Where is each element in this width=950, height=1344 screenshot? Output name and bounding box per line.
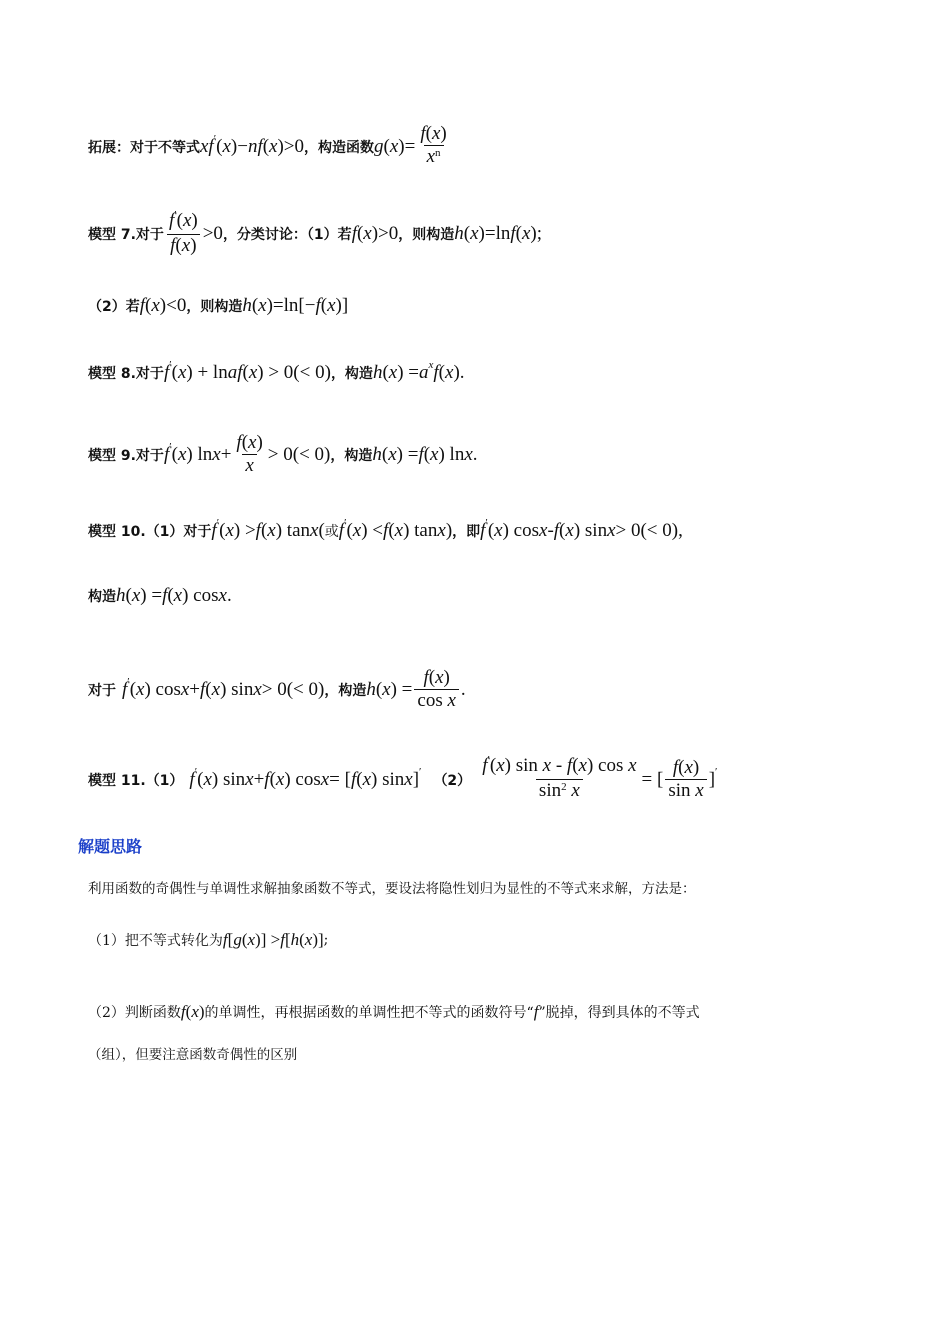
model10-construct-h1: h ( x ) = f ( x ) cos x . bbox=[116, 585, 232, 606]
solving-step2-b: 的单调性，再根据函数的单调性把不等式的函数符号“ bbox=[204, 1005, 534, 1021]
model10-or: 或 bbox=[324, 524, 339, 540]
extension-construct-g: g ( x )= $\frac{f(x)}{x^n}$ bbox=[374, 123, 452, 170]
solving-step2-a: （2）判断函数 bbox=[88, 1005, 181, 1021]
extension-label: 拓展：对于不等式 bbox=[88, 139, 200, 156]
model10-part2-line bbox=[88, 667, 890, 712]
model8-mid: ，构造 bbox=[330, 366, 373, 382]
solving-step2-c: ”脱掉，得到具体的不等式 bbox=[538, 1005, 700, 1021]
extension-mid: ，构造函数 bbox=[304, 139, 375, 156]
model9-line bbox=[88, 432, 890, 477]
model8-construct-h: h ( x ) = a x f ( x ). bbox=[372, 359, 465, 383]
model10-construct-h2: h ( x ) = $\frac{f(x)}{\text{cos x}}$ . bbox=[366, 667, 466, 711]
model10-mid2: ，构造 bbox=[324, 682, 367, 699]
model7-case1: f ( x )>0 bbox=[351, 222, 399, 244]
model11-label: 模型 11.（1） bbox=[88, 772, 184, 789]
model10-line bbox=[88, 517, 890, 542]
extension-inequality: xf ′ ( x )− nf ( x )>0 bbox=[200, 132, 305, 157]
solving-step1-line bbox=[88, 930, 890, 950]
model11-line bbox=[88, 755, 890, 804]
model8-condition: f ′ ( x ) + ln af ( x ) > 0(< 0) bbox=[163, 359, 331, 383]
model7-then: ，则构造 bbox=[398, 226, 455, 243]
solving-step2-f: f bbox=[533, 1002, 539, 1021]
model9-condition: f ′ ( x ) ln x + $\frac{f(x)}{x}$ > 0(< 0) bbox=[163, 432, 331, 476]
model7-case2-line bbox=[88, 295, 890, 317]
solving-intro: 利用函数的奇偶性与单调性求解抽象函数不等式，要设法将隐性划归为显性的不等式来求解，方法是： bbox=[88, 881, 696, 897]
model7-then2: ，则构造 bbox=[186, 299, 243, 315]
solving-step2-line bbox=[88, 1002, 890, 1022]
model10-condition-a: f ′ ( x ) > f ( x ) tan x ( bbox=[211, 517, 325, 541]
model7-construct-h2: h ( x )=ln[− f ( x )] bbox=[242, 295, 349, 316]
model10-condition-b: f ′ ( x ) < f ( x ) tan x ) bbox=[338, 517, 453, 541]
model9-mid: ，构造 bbox=[330, 447, 373, 464]
model10-condition2: f ′ ( x ) cos x + f ( x ) sin x > 0(< 0) bbox=[122, 675, 325, 700]
model8-label: 模型 8.对于 bbox=[88, 366, 164, 382]
model7-condition: $\frac{f'(x)}{f(x)}$ >0 bbox=[168, 209, 223, 256]
solving-step1-inequality: f [ g ( x )] > f [ h ( x )] bbox=[222, 930, 324, 949]
model11-part2-label: （2） bbox=[433, 772, 472, 789]
solving-step2-d: （组），但要注意函数奇偶性的区别 bbox=[88, 1047, 298, 1063]
model7-line bbox=[88, 210, 890, 257]
extension-line bbox=[88, 123, 890, 170]
model7-case2-condition: f ( x )<0 bbox=[139, 295, 187, 316]
model11-identity2: $\frac{f'(x) \sin x - f(x) \cos x}{\sin^2 x}$ = [ $\frac{f(x)}{\text{sin x}}$ ] ′ bbox=[477, 755, 717, 804]
solving-heading: 解题思路 bbox=[78, 837, 143, 856]
model10-equivalent: f ′ ( x ) cos x - f ( x ) sin x > 0(< 0), bbox=[480, 517, 683, 541]
model9-label: 模型 9.对于 bbox=[88, 447, 164, 464]
model8-line bbox=[88, 359, 890, 384]
model7-construct-h1: h ( x )=ln f ( x ); bbox=[454, 222, 543, 244]
model7-mid: ，分类讨论：（1）若 bbox=[222, 226, 352, 243]
model10-ji: ，即 bbox=[452, 524, 481, 540]
model10-construct-line bbox=[88, 585, 890, 607]
model9-construct-h: h ( x ) = f ( x ) ln x . bbox=[372, 443, 478, 465]
model10-construct-label: 构造 bbox=[88, 589, 116, 605]
solving-step1-text: （1）把不等式转化为 bbox=[88, 933, 223, 949]
model7-label: 模型 7.对于 bbox=[88, 226, 164, 243]
model10-for2: 对于 bbox=[88, 682, 116, 699]
semicolon: ; bbox=[323, 932, 329, 948]
model7-case2-label: （2）若 bbox=[88, 299, 140, 315]
model11-identity1: f ′ ( x ) sin x + f ( x ) cos x = [ f ( x ) sin x ] ′ bbox=[189, 765, 422, 790]
model10-label: 模型 10.（1）对于 bbox=[88, 524, 212, 540]
solving-step2-fx: f ( x ) bbox=[180, 1002, 205, 1021]
